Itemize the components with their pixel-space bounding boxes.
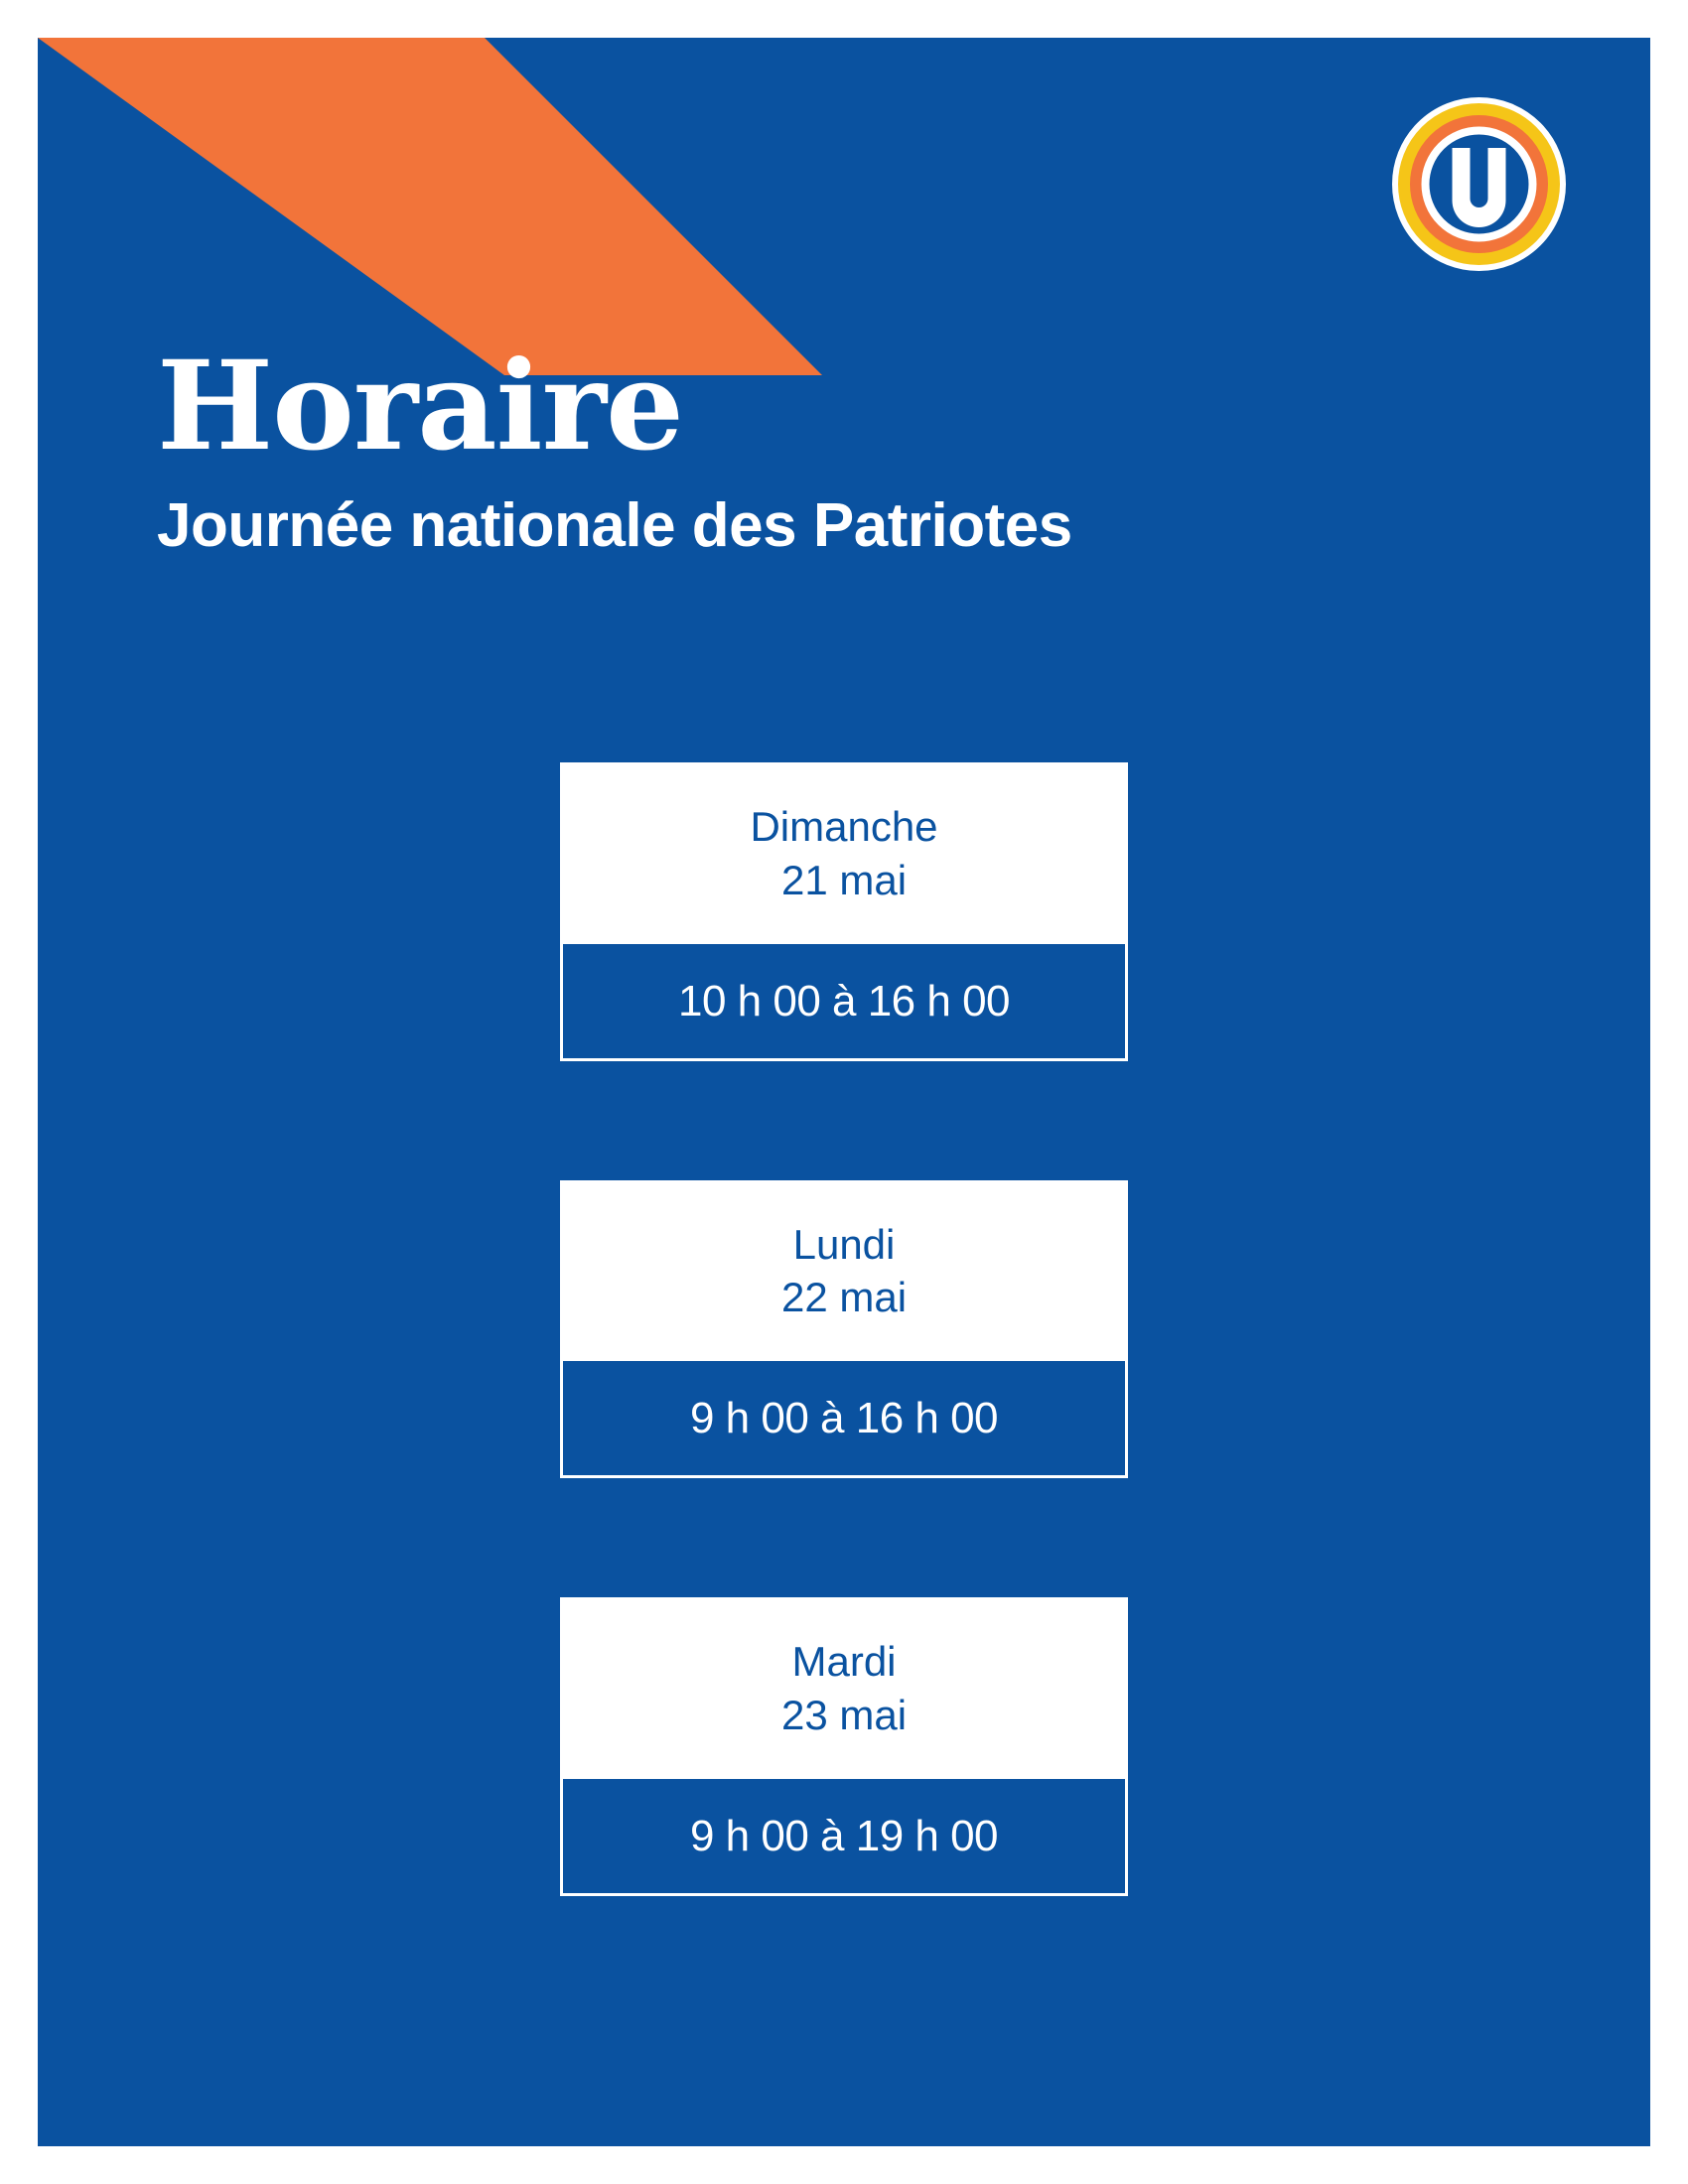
page-subtitle: Journée nationale des Patriotes (157, 491, 1072, 560)
title-block (157, 335, 1497, 561)
schedule-card (560, 762, 1128, 1061)
schedule-day: Dimanche (750, 803, 938, 850)
schedule-card (560, 1597, 1128, 1896)
schedule-date: 23 mai (780, 1691, 908, 1738)
poster-canvas (38, 38, 1650, 2146)
schedule-hours: 9 h 00 à 19 h 00 (560, 1776, 1128, 1896)
schedule-card-header (560, 1180, 1128, 1359)
schedule-day: Lundi (792, 1220, 896, 1268)
page-title: Horaire (157, 335, 683, 478)
schedule-list (38, 762, 1650, 1896)
schedule-card (560, 1180, 1128, 1479)
schedule-hours: 10 h 00 à 16 h 00 (560, 941, 1128, 1061)
schedule-date: 21 mai (780, 856, 908, 903)
schedule-hours: 9 h 00 à 16 h 00 (560, 1358, 1128, 1478)
university-logo (1392, 97, 1566, 271)
schedule-day: Mardi (791, 1638, 897, 1685)
schedule-date: 22 mai (780, 1274, 908, 1321)
schedule-card-header (560, 1597, 1128, 1776)
schedule-card-header (560, 762, 1128, 941)
